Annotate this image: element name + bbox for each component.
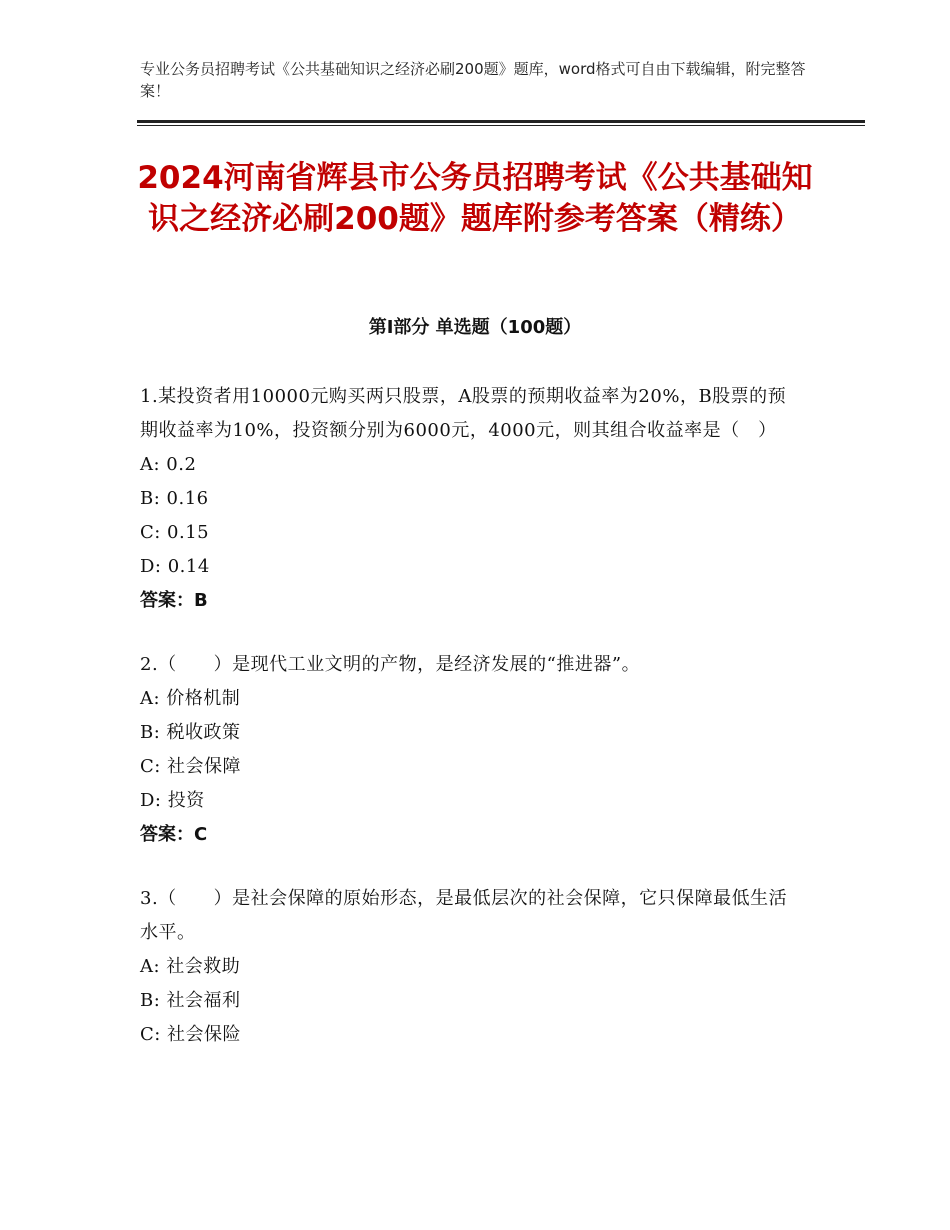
option-a: A: 价格机制 xyxy=(140,688,241,709)
answer-label: 答案：B xyxy=(140,590,208,611)
option-b: B: 税收政策 xyxy=(140,722,241,743)
question-stem: 2.（ ）是现代工业文明的产物，是经济发展的“推进器”。 xyxy=(140,654,641,675)
header-rule-thin xyxy=(137,125,865,126)
option-b: B: 社会福利 xyxy=(140,990,241,1011)
option-d: D: 投资 xyxy=(140,790,205,811)
option-c: C: 0.15 xyxy=(140,522,210,543)
answer-label: 答案：C xyxy=(140,824,208,845)
option-c: C: 社会保障 xyxy=(140,756,242,777)
question-3 xyxy=(140,882,800,1052)
header-rule-thick xyxy=(137,120,865,123)
option-a: A: 社会救助 xyxy=(140,956,241,977)
question-list xyxy=(140,380,800,1082)
header-note: 专业公务员招聘考试《公共基础知识之经济必刷200题》题库，word格式可自由下载编辑，附完整答案！ xyxy=(140,60,806,100)
question-2 xyxy=(140,648,800,852)
option-a: A: 0.2 xyxy=(140,454,197,475)
question-stem: 3.（ ）是社会保障的原始形态，是最低层次的社会保障，它只保障最低生活水平。 xyxy=(140,888,788,943)
document-title: 2024河南省辉县市公务员招聘考试《公共基础知识之经济必刷200题》题库附参考答案（精练） xyxy=(137,160,813,237)
question-stem: 1.某投资者用10000元购买两只股票，A股票的预期收益率为20%，B股票的预期收益率为10%，投资额分别为6000元，4000元，则其组合收益率是（ ） xyxy=(140,386,787,441)
option-b: B: 0.16 xyxy=(140,488,209,509)
option-c: C: 社会保险 xyxy=(140,1024,242,1045)
question-1 xyxy=(140,380,800,618)
section-title: 第Ⅰ部分 单选题（100题） xyxy=(368,317,582,338)
option-d: D: 0.14 xyxy=(140,556,210,577)
